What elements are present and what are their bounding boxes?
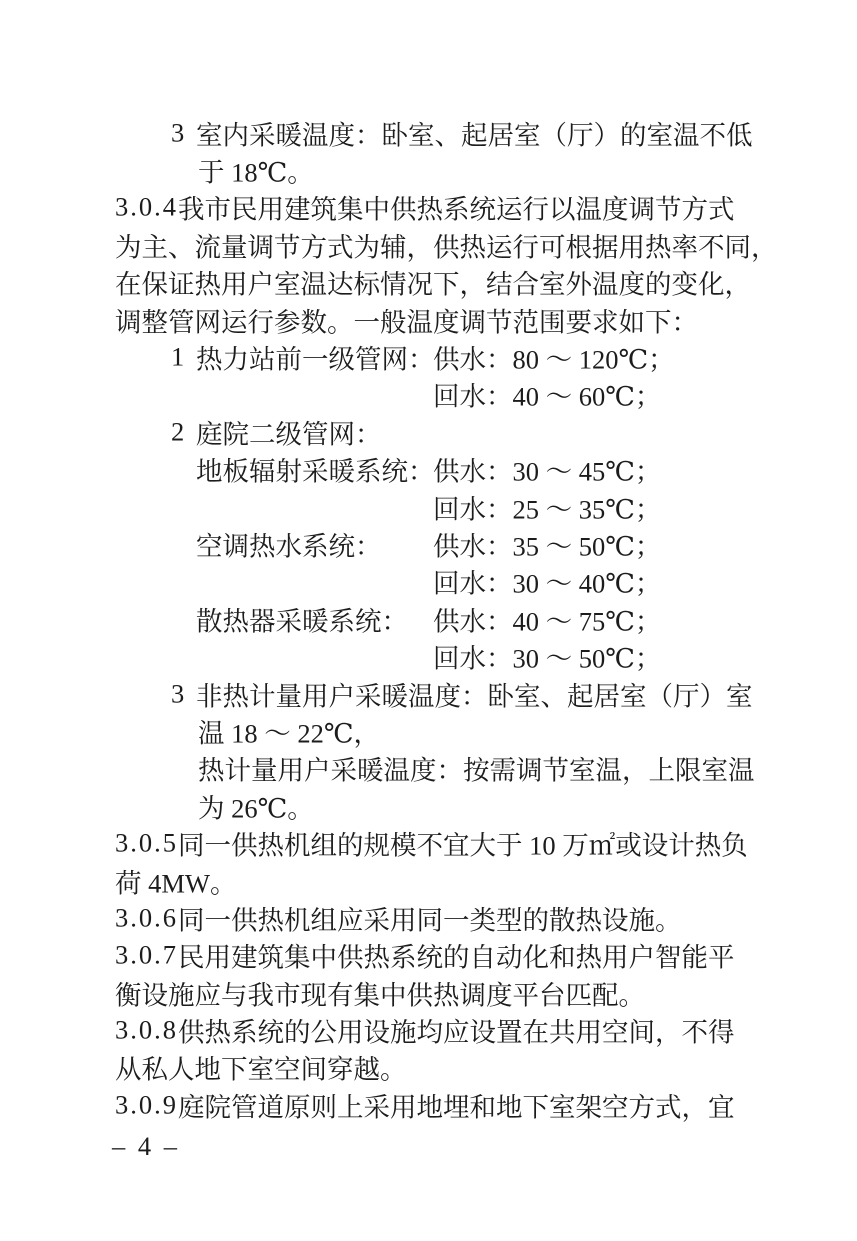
continuation-text: 为 26℃。 [198,793,314,824]
text-line [115,862,775,899]
system-label: 热力站前一级管网： [196,344,435,375]
text-line [115,226,778,263]
temp-supply-value: 供水：30 ～ 45℃； [433,456,662,487]
clause-number: 3.0.6 [115,902,178,933]
system-label: 庭院二级管网： [196,419,382,450]
clause-text: 从私人地下室空间穿越。 [115,1054,407,1085]
clause-number: 3.0.5 [115,827,178,858]
clause-text: 调整管网运行参数。一般温度调节范围要求如下： [115,307,698,338]
text-line [115,114,775,151]
text-line [115,637,775,674]
system-label: 散热器采暖系统： [196,606,408,637]
temp-supply-value: 供水：80 ～ 120℃； [433,344,675,375]
list-item-number: 1 [171,341,185,372]
text-line [115,563,775,600]
clause-text: 供热系统的公用设施均应设置在共用空间，不得 [178,1017,735,1048]
temp-return-value: 回水：25 ～ 35℃； [433,494,662,525]
clause-text: 民用建筑集中供热系统的自动化和热用户智能平 [178,942,735,973]
text-line [115,712,775,749]
text-line [115,1049,775,1086]
clause-text: 在保证热用户室温达标情况下，结合室外温度的变化， [115,269,751,300]
temp-return-value: 回水：30 ～ 50℃； [433,643,662,674]
clause-text: 衡设施应与我市现有集中供热调度平台匹配。 [115,980,645,1011]
clause-text: 庭院管道原则上采用地埋和地下室架空方式，宜 [178,1092,735,1123]
list-item-number: 3 [171,678,185,709]
clause-text: 我市民用建筑集中供热系统运行以温度调节方式 [178,194,735,225]
clause-text: 为主、流量调节方式为辅，供热运行可根据用热率不同， [115,232,778,263]
list-item-number: 2 [171,416,185,447]
temp-return-value: 回水：40 ～ 60℃； [433,381,662,412]
text-line [115,413,775,450]
clause-text: 同一供热机组应采用同一类型的散热设施。 [178,905,682,936]
clause-number: 3.0.8 [115,1014,178,1045]
text-line [115,264,775,301]
text-line [115,1011,775,1048]
list-item-number: 3 [171,117,185,148]
text-line [115,937,775,974]
continuation-text: 温 18 ～ 22℃， [198,718,381,749]
text-line [115,899,775,936]
text-line [115,600,775,637]
text-line [115,376,775,413]
text-line [115,338,775,375]
page-body [115,114,778,1124]
text-line [115,824,775,861]
text-line [115,451,775,488]
text-line [115,750,775,787]
clause-number: 3.0.9 [115,1089,178,1120]
list-item-text: 室内采暖温度：卧室、起居室（厅）的室温不低 [196,120,753,151]
temp-return-value: 回水：30 ～ 40℃； [433,568,662,599]
temp-supply-value: 供水：40 ～ 75℃； [433,606,662,637]
text-line [115,525,775,562]
temp-supply-value: 供水：35 ～ 50℃； [433,531,662,562]
text-line [115,301,775,338]
clause-text: 荷 4MW。 [115,868,237,898]
system-label: 空调热水系统： [196,531,382,562]
system-label: 地板辐射采暖系统： [196,456,435,487]
continuation-text: 热计量用户采暖温度：按需调节室温，上限室温 [198,755,755,786]
text-line [115,189,775,226]
continuation-text: 于 18℃。 [198,157,314,188]
list-item-text: 非热计量用户采暖温度：卧室、起居室（厅）室 [196,681,753,712]
text-line [115,787,775,824]
clause-text: 同一供热机组的规模不宜大于 10 万㎡或设计热负 [178,830,748,861]
text-line [115,488,775,525]
clause-number: 3.0.4 [115,191,178,222]
page-number: – 4 – [112,1131,180,1161]
text-line [115,1086,775,1123]
text-line [115,675,775,712]
text-line [115,974,775,1011]
text-line [115,151,775,188]
clause-number: 3.0.7 [115,939,178,970]
